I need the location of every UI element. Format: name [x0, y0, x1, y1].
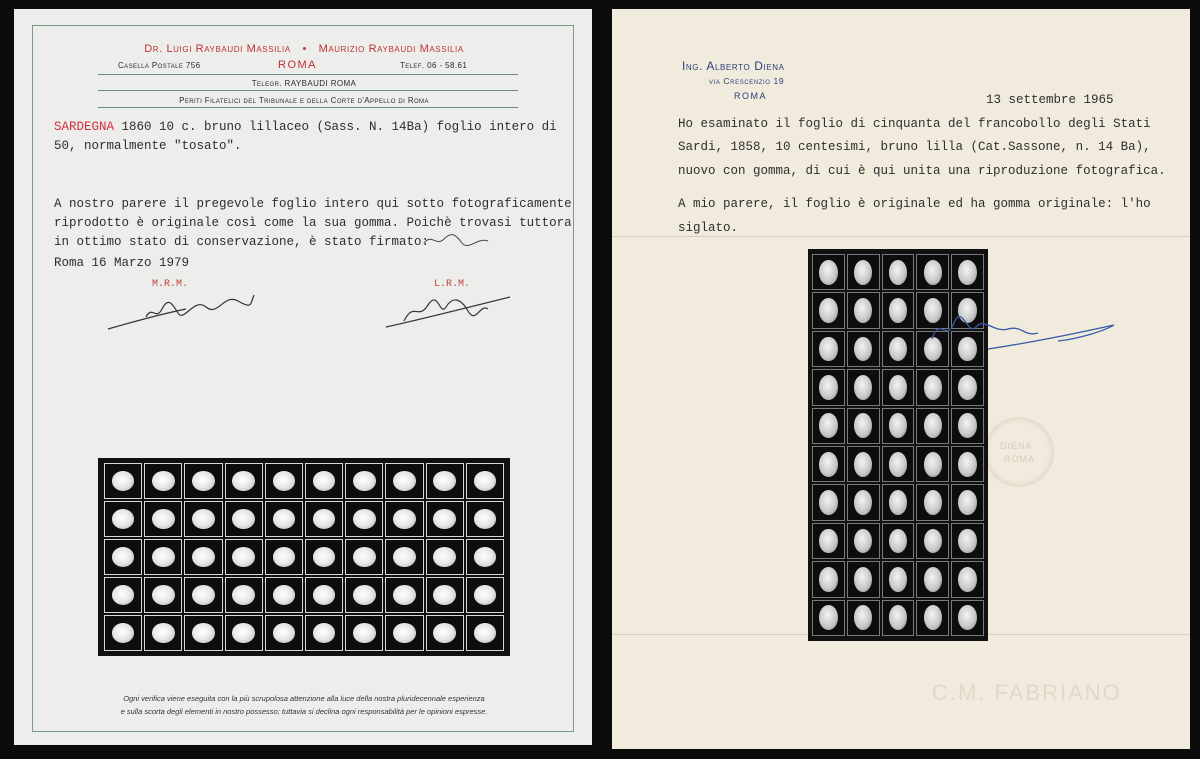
stamp [812, 484, 845, 520]
stamp [305, 539, 343, 575]
stamp-portrait-icon [924, 452, 942, 477]
stamp [225, 501, 263, 537]
stamp [385, 615, 423, 651]
stamp [345, 501, 383, 537]
stamp-portrait-icon [112, 471, 134, 491]
opinion-line-2: riprodotto è originale così come la sua gomma. Poichè trovasi tuttora [54, 216, 572, 230]
stamp-portrait-icon [889, 298, 907, 323]
stamp-portrait-icon [433, 509, 455, 529]
letterhead-name-maurizio: Maurizio Raybaudi Massilia [318, 43, 464, 55]
stamp-portrait-icon [152, 471, 174, 491]
stamp [916, 254, 949, 290]
stamp-portrait-icon [958, 529, 976, 554]
opinion-line-3: nuovo con gomma, di cui è qui unita una riproduzione fotografica. [678, 164, 1166, 178]
stamp-portrait-icon [819, 375, 837, 400]
stamp [345, 539, 383, 575]
opinion-line-1: Ho esaminato il foglio di cinquanta del francobollo degli Stati [678, 117, 1151, 131]
stamp-portrait-icon [313, 623, 335, 643]
letterhead-names [34, 43, 574, 55]
stamp-portrait-icon [273, 585, 295, 605]
letterhead-po-box: Casella Postale 756 [118, 61, 201, 70]
disclaimer-line-1: Ogni verifica viene eseguita con la più scrupolosa attenzione alla luce della nostra pluridecennale esperienza [123, 694, 485, 703]
stamp [265, 539, 303, 575]
stamp-portrait-icon [854, 490, 872, 515]
description-line-2: 50, normalmente "tosato". [54, 139, 242, 153]
stamp [812, 292, 845, 328]
stamp-portrait-icon [273, 623, 295, 643]
stamp-sheet-photo-vertical [808, 249, 988, 641]
inline-signature-icon [422, 231, 492, 249]
stamp [812, 600, 845, 636]
stamp-portrait-icon [112, 509, 134, 529]
stamp [305, 577, 343, 613]
stamp [882, 523, 915, 559]
stamp [265, 615, 303, 651]
stamp-portrait-icon [958, 567, 976, 592]
letterhead-telephone: Telef. 06 - 58.61 [400, 61, 468, 70]
stamp [385, 463, 423, 499]
stamp [144, 501, 182, 537]
emboss-text-top: DIENA [1000, 441, 1033, 451]
stamp-portrait-icon [889, 452, 907, 477]
mrm-initials: M.R.M. [152, 279, 189, 290]
opinion-line-2: Sardi, 1858, 10 centesimi, bruno lilla (Cat.Sassone, n. 14 Ba), [678, 140, 1151, 154]
stamp-portrait-icon [958, 260, 976, 285]
country-name: SARDEGNA [54, 120, 115, 134]
stamp [426, 539, 464, 575]
stamp-portrait-icon [353, 547, 375, 567]
stamp [847, 254, 880, 290]
stamp-portrait-icon [353, 509, 375, 529]
stamp-portrait-icon [192, 547, 214, 567]
stamp-portrait-icon [474, 585, 496, 605]
stamp [385, 501, 423, 537]
letterhead-address: via Crescenzio 19 [709, 76, 785, 86]
opinion-line-1: A nostro parere il pregevole foglio intero qui sotto fotograficamente [54, 197, 572, 211]
stamp-portrait-icon [433, 585, 455, 605]
stamp [882, 331, 915, 367]
description-line-1 [54, 120, 557, 134]
lrm-initials: L.R.M. [434, 279, 471, 290]
stamp [951, 408, 984, 444]
stamp-portrait-icon [819, 298, 837, 323]
letterhead-city: ROMA [278, 59, 317, 71]
stamp [265, 501, 303, 537]
stamp-portrait-icon [313, 585, 335, 605]
mrm-signature-icon [106, 287, 256, 333]
stamp-portrait-icon [112, 585, 134, 605]
stamp-portrait-icon [854, 413, 872, 438]
stamp-portrait-icon [819, 452, 837, 477]
stamp [385, 577, 423, 613]
stamp-portrait-icon [433, 471, 455, 491]
letterhead-separator: • [302, 43, 307, 55]
stamp [847, 369, 880, 405]
stamp [882, 292, 915, 328]
stamp [882, 600, 915, 636]
stamp [466, 501, 504, 537]
stamp-portrait-icon [273, 547, 295, 567]
disclaimer-line-2: e sulla scorta degli elementi in nostro possesso; tuttavia si declina ogni responsabilità per le opinioni espresse. [120, 707, 488, 716]
stamp-portrait-icon [313, 509, 335, 529]
stamp-portrait-icon [854, 567, 872, 592]
stamp [345, 615, 383, 651]
stamp [951, 600, 984, 636]
stamp-portrait-icon [958, 605, 976, 630]
paper-watermark: C.M. FABRIANO [932, 680, 1122, 705]
stamp [144, 463, 182, 499]
stamp-portrait-icon [819, 260, 837, 285]
opinion-line-5: siglato. [678, 221, 739, 235]
stamp [225, 615, 263, 651]
stamp-portrait-icon [854, 298, 872, 323]
stamp [184, 463, 222, 499]
stamp [225, 463, 263, 499]
stamp-portrait-icon [393, 471, 415, 491]
stamp [916, 408, 949, 444]
stamp-portrait-icon [924, 260, 942, 285]
stamp [847, 484, 880, 520]
stamp-portrait-icon [819, 490, 837, 515]
letterhead-city: ROMA [734, 91, 767, 101]
stamp-portrait-icon [854, 260, 872, 285]
stamp [466, 463, 504, 499]
stamp [345, 463, 383, 499]
stamp-portrait-icon [192, 471, 214, 491]
stamp-portrait-icon [232, 471, 254, 491]
stamp [305, 615, 343, 651]
stamp-portrait-icon [353, 471, 375, 491]
stamp-portrait-icon [854, 452, 872, 477]
stamp [847, 446, 880, 482]
stamp [104, 501, 142, 537]
letterhead-rule [98, 74, 518, 75]
stamp [882, 369, 915, 405]
stamp-portrait-icon [958, 375, 976, 400]
stamp [916, 446, 949, 482]
stamp-portrait-icon [819, 605, 837, 630]
stamp [184, 501, 222, 537]
stamp [916, 600, 949, 636]
stamp [882, 561, 915, 597]
stamp [426, 501, 464, 537]
stamp-portrait-icon [192, 585, 214, 605]
stamp-portrait-icon [889, 413, 907, 438]
emboss-text-bottom: ROMA [1004, 454, 1035, 464]
stamp [345, 577, 383, 613]
stamp-portrait-icon [924, 567, 942, 592]
stamp-sheet-photo-horizontal [98, 458, 510, 656]
stamp [951, 369, 984, 405]
stamp-portrait-icon [854, 375, 872, 400]
stamp-portrait-icon [232, 547, 254, 567]
stamp-portrait-icon [353, 585, 375, 605]
stamp [184, 577, 222, 613]
stamp [882, 408, 915, 444]
stamp-portrait-icon [313, 471, 335, 491]
stamp [882, 484, 915, 520]
stamp [882, 254, 915, 290]
stamp [104, 577, 142, 613]
letterhead-rule [98, 107, 518, 108]
stamp [466, 539, 504, 575]
stamp-portrait-icon [958, 490, 976, 515]
stamp [104, 463, 142, 499]
stamp [812, 369, 845, 405]
stamp-portrait-icon [433, 547, 455, 567]
stamp-portrait-icon [152, 623, 174, 643]
stamp-portrait-icon [474, 547, 496, 567]
stamp [951, 484, 984, 520]
stamp [812, 561, 845, 597]
stamp [812, 523, 845, 559]
certificate-disclaimer [34, 692, 574, 718]
stamp [916, 484, 949, 520]
stamp-portrait-icon [112, 623, 134, 643]
stamp [951, 523, 984, 559]
stamp [104, 539, 142, 575]
stamp [466, 615, 504, 651]
stamp [144, 615, 182, 651]
stamp [951, 561, 984, 597]
stamp-portrait-icon [353, 623, 375, 643]
stamp [882, 446, 915, 482]
stamp [916, 523, 949, 559]
stamp-portrait-icon [889, 490, 907, 515]
stamp-portrait-icon [393, 547, 415, 567]
stamp-portrait-icon [393, 585, 415, 605]
stamp-portrait-icon [433, 623, 455, 643]
stamp [951, 446, 984, 482]
stamp [812, 331, 845, 367]
stamp [847, 292, 880, 328]
stamp-portrait-icon [854, 337, 872, 362]
stamp-portrait-icon [112, 547, 134, 567]
letterhead-periti: Periti Filatelici del Tribunale e della Corte d'Appello di Roma [179, 96, 429, 105]
stamp [847, 408, 880, 444]
stamp-portrait-icon [924, 413, 942, 438]
stamp-portrait-icon [152, 547, 174, 567]
stamp-portrait-icon [958, 452, 976, 477]
stamp-portrait-icon [889, 529, 907, 554]
stamp [426, 577, 464, 613]
stamp-portrait-icon [474, 623, 496, 643]
stamp [916, 561, 949, 597]
stamp [144, 539, 182, 575]
stamp [847, 331, 880, 367]
stamp-portrait-icon [924, 605, 942, 630]
stamp [847, 600, 880, 636]
stamp-portrait-icon [854, 605, 872, 630]
stamp-portrait-icon [393, 509, 415, 529]
stamp [426, 463, 464, 499]
stamp-portrait-icon [924, 490, 942, 515]
certificate-date: Roma 16 Marzo 1979 [54, 256, 190, 270]
raybaudi-certificate [14, 9, 592, 745]
stamp-portrait-icon [313, 547, 335, 567]
stamp [184, 615, 222, 651]
stamp-portrait-icon [232, 585, 254, 605]
opinion-line-3: in ottimo stato di conservazione, è stato firmato: [54, 235, 430, 249]
stamp [426, 615, 464, 651]
stamp [305, 463, 343, 499]
stamp [184, 539, 222, 575]
stamp-portrait-icon [819, 413, 837, 438]
stamp [225, 539, 263, 575]
stamp [916, 369, 949, 405]
stamp [305, 501, 343, 537]
embossed-seal-icon [984, 417, 1054, 487]
stamp [225, 577, 263, 613]
stamp-portrait-icon [192, 623, 214, 643]
stamp-portrait-icon [924, 529, 942, 554]
stamp [812, 254, 845, 290]
stamp-portrait-icon [854, 529, 872, 554]
stamp-portrait-icon [192, 509, 214, 529]
letterhead-name-diena: Ing. Alberto Diena [682, 59, 785, 73]
stamp-portrait-icon [889, 567, 907, 592]
stamp [466, 577, 504, 613]
stamp [385, 539, 423, 575]
stamp-portrait-icon [958, 413, 976, 438]
stamp [265, 463, 303, 499]
lrm-signature-icon [384, 287, 514, 333]
stamp-portrait-icon [889, 337, 907, 362]
letterhead-rule [98, 90, 518, 91]
opinion-line-4: A mio parere, il foglio è originale ed ha gomma originale: l'ho [678, 197, 1151, 211]
stamp-portrait-icon [474, 509, 496, 529]
stamp-portrait-icon [819, 529, 837, 554]
stamp-portrait-icon [273, 471, 295, 491]
stamp [144, 577, 182, 613]
stamp [812, 408, 845, 444]
stamp-portrait-icon [474, 471, 496, 491]
stamp-portrait-icon [232, 509, 254, 529]
letterhead-telegraph: Telegr. RAYBAUDI ROMA [251, 79, 357, 88]
stamp [847, 523, 880, 559]
stamp-portrait-icon [152, 509, 174, 529]
stamp-portrait-icon [393, 623, 415, 643]
stamp-portrait-icon [152, 585, 174, 605]
stamp-portrait-icon [232, 623, 254, 643]
diena-certificate [612, 9, 1190, 749]
stamp-portrait-icon [273, 509, 295, 529]
stamp-portrait-icon [819, 337, 837, 362]
description-text: 1860 10 c. bruno lillaceo (Sass. N. 14Ba) foglio intero di [114, 120, 557, 134]
blue-signature-icon [928, 309, 1118, 355]
stamp [265, 577, 303, 613]
stamp-portrait-icon [924, 375, 942, 400]
stamp-portrait-icon [889, 375, 907, 400]
letterhead-name-luigi: Dr. Luigi Raybaudi Massilia [144, 43, 291, 55]
stamp-portrait-icon [819, 567, 837, 592]
stamp [812, 446, 845, 482]
stamp-portrait-icon [889, 260, 907, 285]
paper-fold [612, 236, 1190, 237]
stamp [847, 561, 880, 597]
stamp-portrait-icon [889, 605, 907, 630]
certificate-date: 13 settembre 1965 [986, 93, 1114, 107]
stamp [104, 615, 142, 651]
stamp [951, 254, 984, 290]
